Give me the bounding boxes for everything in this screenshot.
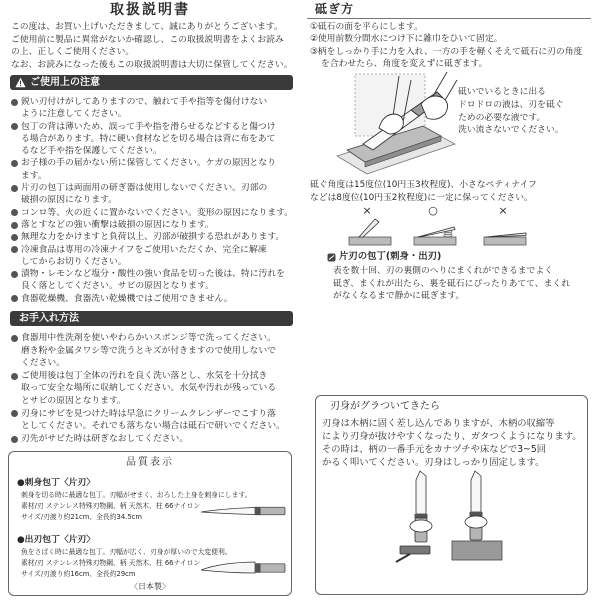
bullet-icon <box>11 185 18 192</box>
bullet-icon <box>11 271 18 278</box>
product-name-sashimi: ●刺身包丁〈片刃〉 <box>17 478 96 488</box>
list-item <box>8 207 298 219</box>
bullet-icon <box>11 160 18 167</box>
bullet-icon <box>11 234 18 241</box>
bullet-icon <box>11 373 18 380</box>
single-edge-title: 片刃の包丁(刺身・出刃) <box>339 251 442 262</box>
item-line: 鋭い刃付けがしてありますので、触れて手や指等を傷付けない <box>21 97 268 107</box>
callout-line: ドロドロの液は、刃を砥ぐ <box>458 99 564 110</box>
bullet-icon <box>11 335 18 342</box>
item-line: 包丁の背は薄いため、誤って手や指を滑らせるなどすると傷つけ <box>21 121 276 132</box>
care-heading: お手入れ方法 <box>19 313 79 324</box>
list-item <box>8 244 298 269</box>
instruction-line: 砥ぎ、まくれが出たら、裏を砥石にぴったりあてて、まくれ <box>333 278 570 289</box>
item-line: ください。 <box>21 358 65 369</box>
list-item <box>8 332 298 370</box>
product-line: 刺身を切る時に最適な包丁。刃幅がせまく、おろした上身を刺身にします。 <box>21 491 252 499</box>
caution-section-bar <box>10 75 293 90</box>
angle-mark-wrong: × <box>362 204 372 217</box>
step-line: ①砥石の面を平らにします。 <box>310 22 423 32</box>
deba-knife-icon <box>199 560 287 576</box>
bullet-icon <box>11 123 18 130</box>
list-item <box>8 219 298 231</box>
loose-blade-line: により刃身が抜けやすくなったり、ガタつくようになります。 <box>322 431 582 442</box>
bullet-icon <box>11 246 18 253</box>
loose-blade-text <box>322 417 584 469</box>
tighten-handle-illustration <box>386 468 516 563</box>
item-line: 磨き粉や金属タワシ等で洗うとキズが付きますので使用しないで <box>21 345 276 356</box>
callout-line: 洗い流さないでください。 <box>458 125 564 136</box>
item-line: ご使用後は包丁全体の汚れを良く洗い落とし、水気を十分拭き <box>21 370 268 381</box>
loose-blade-title: 刃身がグラついてきたら <box>330 401 440 412</box>
quality-label-box <box>8 451 292 596</box>
item-line: 食器乾燥機、食器洗い乾燥機ではご使用できません。 <box>21 293 233 304</box>
item-line: 片刃の包丁は両面用の研ぎ器は使用しないでください。刃部の <box>21 183 268 194</box>
left-column <box>8 0 298 600</box>
angle-correct-diagram <box>410 217 460 247</box>
callout-line: ための必要な液です。 <box>458 112 546 123</box>
intro-line: ご使用前に製品に異常がないか確認し、この取扱説明書をよくお読み <box>11 34 284 45</box>
item-line: ます。 <box>21 170 47 181</box>
angle-mark-correct: ○ <box>428 204 438 217</box>
sharpening-title: 砥ぎ方 <box>315 2 355 16</box>
single-edge-heading <box>327 251 587 263</box>
slurry-callout <box>458 86 592 137</box>
product-name-deba: ●出刃包丁〈片刃〉 <box>17 535 96 545</box>
item-line: 冷凍食品は専用の冷凍ナイフをご使用いただくか、完全に解凍 <box>21 244 267 255</box>
step-line: ③柄をしっかり手に力を入れ、一方の手を軽くそえて砥石に刃の角度 <box>310 46 583 57</box>
product-line: サイズ/刃渡り約21cm、全長約34.5cm <box>21 513 143 521</box>
list-item <box>8 293 298 305</box>
item-line: 破損の原因になります。 <box>21 195 118 206</box>
item-line: ように注意してください。 <box>21 109 127 120</box>
country-of-origin: 〈日本製〉 <box>130 582 170 591</box>
loose-blade-box <box>315 395 588 595</box>
care-list <box>8 332 298 445</box>
quality-title: 品質表示 <box>126 457 174 468</box>
item-line: 取って安全な場所に収納してください。水気や汚れが残っている <box>21 383 277 394</box>
list-item <box>8 370 298 408</box>
sharpening-header <box>307 0 591 19</box>
list-item <box>8 408 298 433</box>
product-line: 魚をさばく時に最適な包丁。刃幅が広く、刃身が厚いので大変便利。 <box>21 548 232 556</box>
bullet-icon <box>11 99 18 106</box>
document-title: 取扱説明書 <box>110 2 190 18</box>
item-line: してからお切りください。 <box>21 256 127 267</box>
product-line: 素材/刃 ステンレス特殊刃物鋼、柄 天然木、柱 66ナイロン <box>21 502 201 510</box>
item-line: 落とすなどの強い衝撃は破損の原因になります。 <box>21 219 214 230</box>
bullet-icon <box>11 295 18 302</box>
item-line: お子様の手の届かない所に保管してください。ケガの原因となり <box>21 158 276 169</box>
angle-too-flat-diagram <box>480 217 530 247</box>
list-item <box>8 96 298 121</box>
intro-line: なお、お読みになった後もこの取扱説明書は大切に保管してください。 <box>11 59 293 70</box>
caution-list <box>8 96 298 305</box>
intro-paragraph <box>11 21 298 71</box>
callout-line: 砥いでいるときに出る <box>458 87 546 97</box>
instruction-line: がなくなるまで静かに砥ぎます。 <box>333 291 465 301</box>
item-line: 食器用中性洗剤を使いやわらかいスポンジ等で洗ってください。 <box>21 333 276 343</box>
intro-line: の上、正しくご使用ください。 <box>11 47 135 57</box>
item-line: 無理な力をかけますと負荷以上、刃部が破損する恐れがあります。 <box>21 232 285 243</box>
caution-heading: ご使用上の注意 <box>30 77 100 88</box>
knife-mark-icon <box>327 253 336 262</box>
instruction-line: 表を数十回、刃の裏側のへりにまくれができるまでよく <box>333 266 553 276</box>
sharpening-steps <box>310 21 593 70</box>
single-edge-instructions <box>333 265 591 303</box>
item-line: 漬物・レモンなど塩分・酸性の強い食品を切った後は、特に汚れを <box>21 269 285 280</box>
sharpening-illustration <box>333 70 458 178</box>
care-section-bar <box>10 311 293 326</box>
item-line: 刃先がサビた時は研ぎなおしてください。 <box>21 433 189 444</box>
loose-blade-line: かるく叩いてください。刃身はしっかり固定します。 <box>322 457 545 468</box>
list-item <box>8 157 298 182</box>
item-line: るなど手や指を保護してください。 <box>21 146 162 157</box>
angle-note <box>310 179 593 204</box>
item-line: コンロ等、火の近くに置かないでください。変形の原因になります。 <box>21 207 294 218</box>
item-line: とサビの原因となります。 <box>21 395 126 406</box>
bullet-icon <box>11 410 18 417</box>
list-item <box>8 433 298 446</box>
step-line: を合わせたら、角度を変えずに砥ぎます。 <box>321 58 488 69</box>
angle-mark-wrong: × <box>498 204 508 217</box>
item-line: 刃身にサビを見つけた時は早急にクリームクレンザーでこすり落 <box>21 408 276 419</box>
list-item <box>8 121 298 158</box>
bullet-icon <box>11 222 18 229</box>
angle-note-line: などは8度位(10円玉2枚程度)に一定に保ってください。 <box>310 192 533 203</box>
list-item <box>8 231 298 243</box>
bullet-icon <box>11 436 18 443</box>
list-item <box>8 268 298 293</box>
list-item <box>8 182 298 207</box>
sashimi-knife-icon <box>199 503 287 519</box>
item-line: る場合があります。特に硬い食材などを切る場合は背に布をあて <box>21 133 276 144</box>
loose-blade-line: その時は、柄の一番手元をカナヅチや床などで3~5回 <box>322 444 547 455</box>
intro-line: この度は、お買い上げいただきまして、誠にありがとうございます。 <box>11 22 283 32</box>
angle-note-line: 砥ぐ角度は15度位(10円玉3枚程度)、小さなペティナイフ <box>310 180 537 190</box>
item-line: としてください。それでも落ちない場合は砥石で研いでください。 <box>21 421 285 432</box>
item-line: 良く落としてください。サビの原因となります。 <box>21 281 214 292</box>
bullet-icon <box>11 209 18 216</box>
product-line: サイズ/刃渡り約16cm、全長約29cm <box>21 570 136 578</box>
right-column <box>305 0 595 600</box>
product-line: 素材/刃 ステンレス特殊刃物鋼、柄 天然木、柱 66ナイロン <box>21 559 201 567</box>
step-line: ②使用前数分間水につけ下に雑巾をひいて固定。 <box>310 34 503 45</box>
warning-icon <box>15 77 26 88</box>
angle-too-steep-diagram <box>345 217 395 247</box>
loose-blade-line: 刃身は木柄に固く差し込んでありますが、木柄の収縮等 <box>322 418 555 429</box>
